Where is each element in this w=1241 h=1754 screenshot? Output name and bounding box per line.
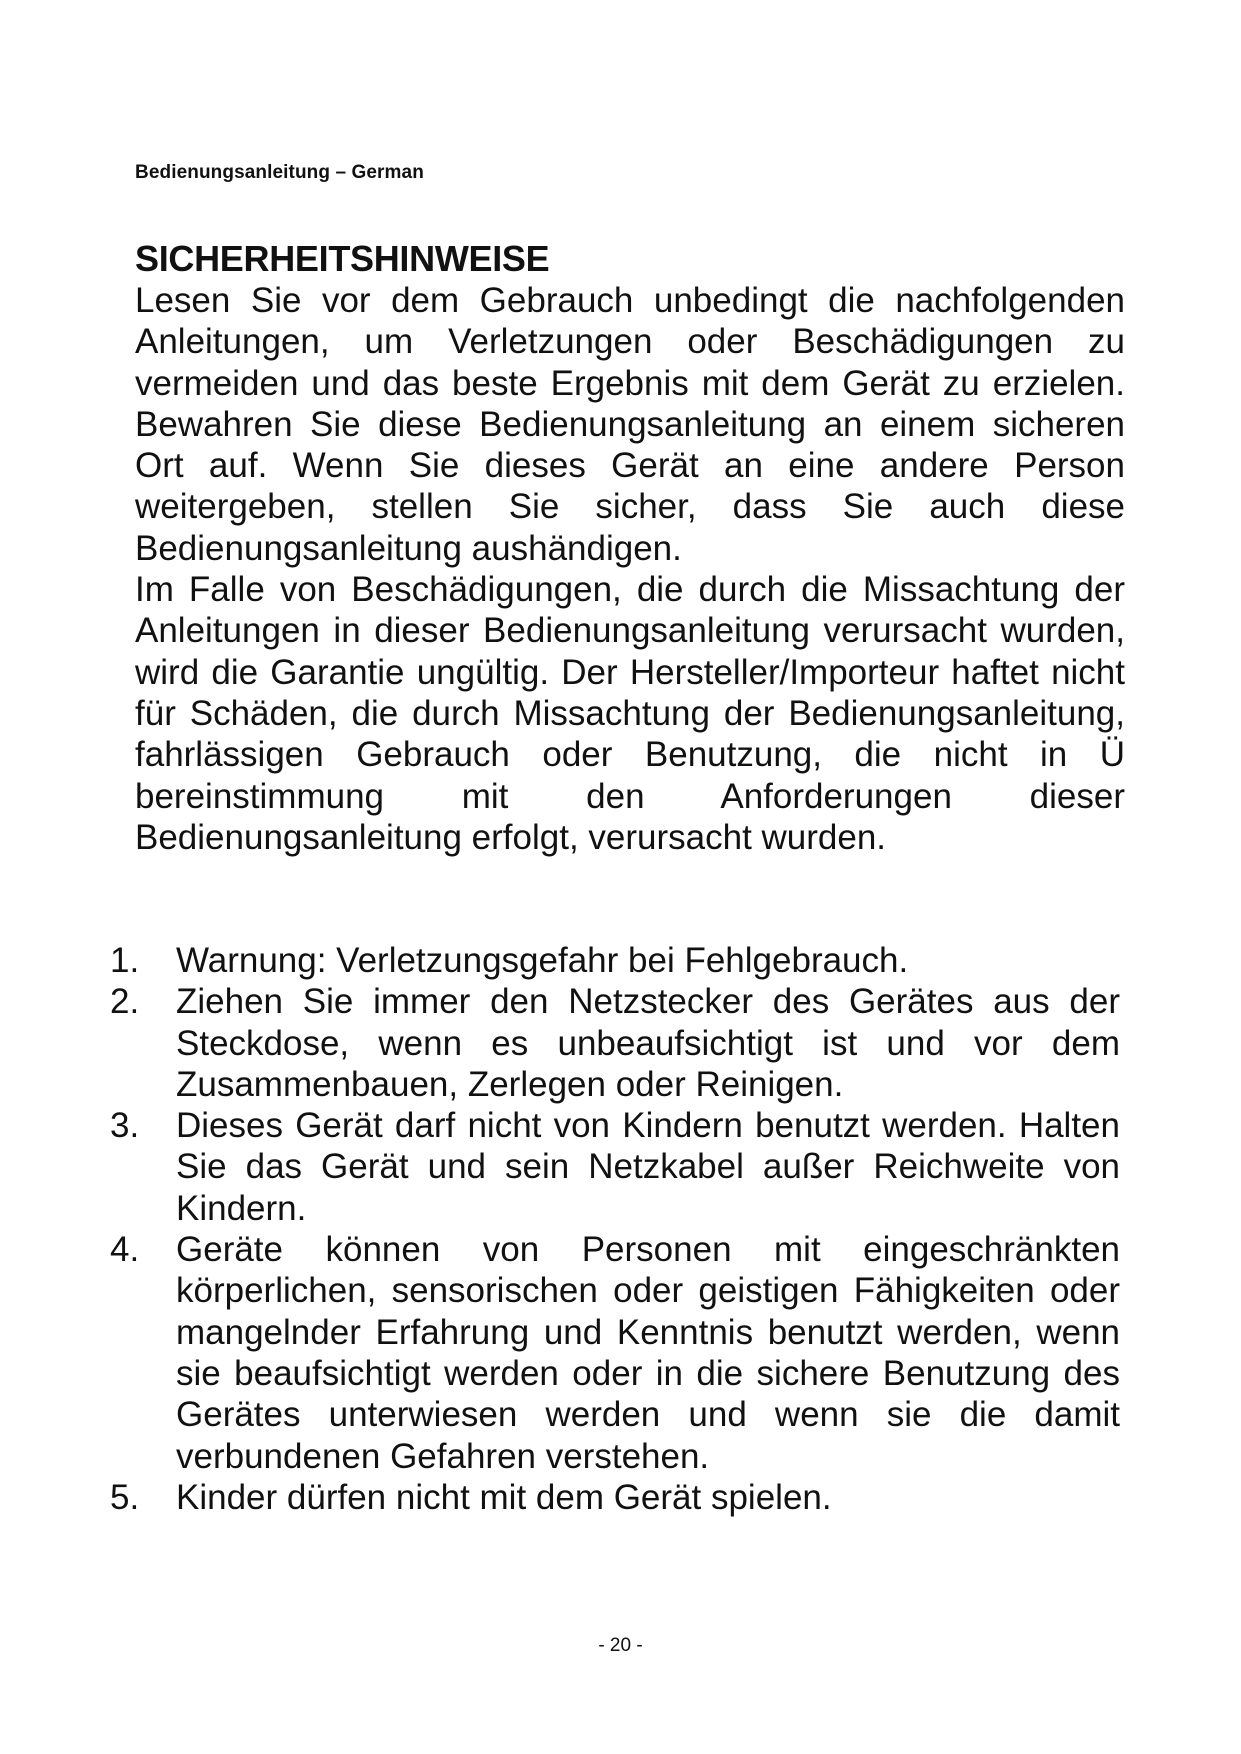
list-item-number: 5. xyxy=(110,1477,140,1517)
page-number: - 20 - xyxy=(598,1635,643,1656)
list-item xyxy=(110,1105,1130,1229)
list-item-number: 1. xyxy=(110,941,140,980)
paragraph: Im Falle von Beschädigungen, die durch die Missachtung der Anleitungen in dieser Bedienungsanleitung verursacht wurden, wird die Garantie ungültig. Der Hersteller/Importeur haftet nicht für Schäden, die durch Missachtung der Bedienungsanleitung, fahrlässigen Gebrauch oder Benutzung, die nicht in Ü bereinstimmung mit den Anforderungen dieser Bedienungsanleitung erfolgt, verursacht wurden. xyxy=(135,570,1125,857)
document-header: Bedienungsanleitung – German xyxy=(135,162,424,183)
list-item xyxy=(110,940,1130,981)
safety-list xyxy=(110,940,1130,1518)
list-item-text: Ziehen Sie immer den Netzstecker des Gerätes aus der Steckdose, wenn es unbeaufsichtigt ist und vor dem Zusammenbauen, Zerlegen oder Reinigen. xyxy=(176,982,1120,1104)
safety-intro xyxy=(135,280,1125,858)
list-item-number: 4. xyxy=(110,1230,140,1270)
list-item xyxy=(110,1229,1130,1477)
paragraph: Lesen Sie vor dem Gebrauch unbedingt die nachfolgenden Anleitungen, um Verletzungen oder Beschädigungen zu vermeiden und das beste Ergebnis mit dem Gerät zu erzielen. Bewahren Sie diese Bedienungsanleitung an einem sicheren Ort auf. Wenn Sie dieses Gerät an eine andere Person weitergeben, stellen Sie sicher, dass Sie auch diese Bedienungsanleitung aushändigen. xyxy=(135,281,1125,568)
list-item-text: Warnung: Verletzungsgefahr bei Fehlgebrauch. xyxy=(176,941,909,980)
list-item xyxy=(110,981,1130,1105)
section-title: SICHERHEITSHINWEISE xyxy=(135,238,550,279)
list-item-text: Dieses Gerät darf nicht von Kindern benutzt werden. Halten Sie das Gerät und sein Netzkabel außer Reichweite von Kindern. xyxy=(176,1106,1120,1228)
list-item xyxy=(110,1477,1130,1518)
list-item-text: Geräte können von Personen mit eingeschränkten körperlichen, sensorischen oder geistigen Fähigkeiten oder mangelnder Erfahrung und Kenntnis benutzt werden, wenn sie beaufsichtigt werden oder in die sichere Benutzung des Gerätes unterwiesen werden und wenn sie die damit verbundenen Gefahren verstehen. xyxy=(176,1230,1120,1476)
list-item-number: 2. xyxy=(110,982,140,1022)
list-item-number: 3. xyxy=(110,1106,140,1146)
list-item-text: Kinder dürfen nicht mit dem Gerät spielen. xyxy=(176,1477,832,1517)
